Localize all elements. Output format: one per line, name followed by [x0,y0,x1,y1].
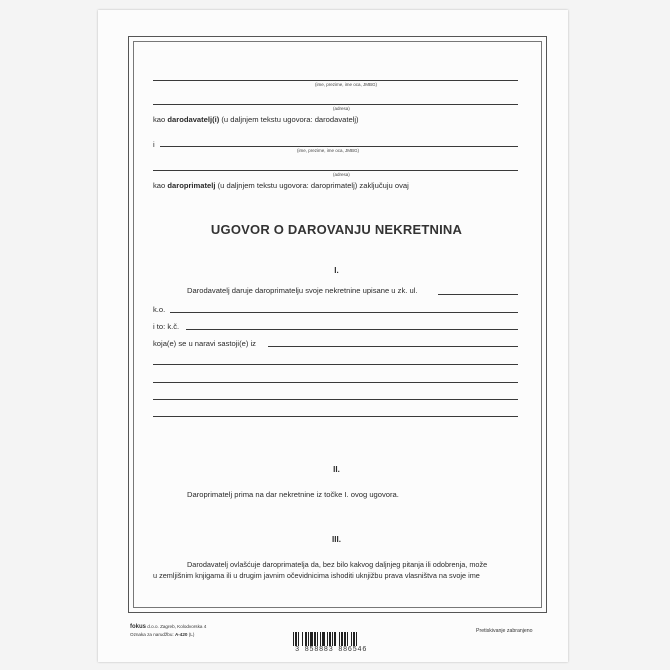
description-line-1[interactable] [153,364,518,365]
land-registry-line[interactable] [438,294,518,295]
section-1-number: I. [334,266,339,275]
section-3-text-line-1: Darodavatelj ovlašćuje daroprimatelja da, bez bilo kakvog daljnjeg pitanja ili odobrenja, može [187,560,488,569]
page-border-inner [133,41,542,608]
recipient-address-caption: (adresa) [333,172,350,177]
barcode-graphic [293,632,373,646]
barcode-number: 3 858883 886546 [295,646,368,654]
ko-label: k.o. [153,305,166,314]
donor-address-line[interactable] [153,104,518,105]
description-line-2[interactable] [153,382,518,383]
donor-role-text: kao darodavatelj(i) (u daljnjem tekstu ugovora: darodavatelj) [153,115,359,124]
section-2-number: II. [333,465,340,474]
section-1-intro: Darodavatelj daruje daroprimatelju svoje nekretnine upisane u zk. ul. [187,286,418,295]
section-3-number: III. [332,535,341,544]
section-3-text-line-2: u zemljišnim knjigama ili u drugim javnim očevidnicima ishoditi uknjižbu prava vlasništva na svoje ime [153,571,480,580]
naravi-label: koja(e) se u naravi sastoji(e) iz [153,339,256,348]
itokc-line[interactable] [186,329,518,330]
recipient-address-line[interactable] [153,170,518,171]
contract-title: UGOVOR O DAROVANJU NEKRETNINA [210,222,463,237]
itokc-label: i to: k.č. [153,322,180,331]
publisher-imprint: fokus d.o.o. Zagreb, Kolodvorska 4 Oznaka za narudžbu: A-420 (L) [130,624,207,637]
section-2-text: Daroprimatelj prima na dar nekretnine iz točke I. ovog ugovora. [187,490,399,499]
barcode-bar [357,632,359,646]
description-line-4[interactable] [153,416,518,417]
ko-line[interactable] [170,312,518,313]
publisher-brand: fokus [130,624,147,630]
reprint-notice: Pretiskivanje zabranjeno [476,628,533,634]
donor-name-caption: (ime, prezime, ime oca, JMBG) [315,82,378,87]
and-label: i [153,140,155,149]
recipient-role-text: kao daroprimatelj (u daljnjem tekstu ugovora: daroprimatelj) zaključuju ovaj [153,181,409,190]
donor-address-caption: (adresa) [333,106,350,111]
recipient-name-line[interactable] [160,146,518,147]
naravi-line[interactable] [268,346,518,347]
recipient-name-caption: (ime, prezime, ime oca, JMBG) [297,148,360,153]
description-line-3[interactable] [153,399,518,400]
donor-name-line[interactable] [153,80,518,81]
